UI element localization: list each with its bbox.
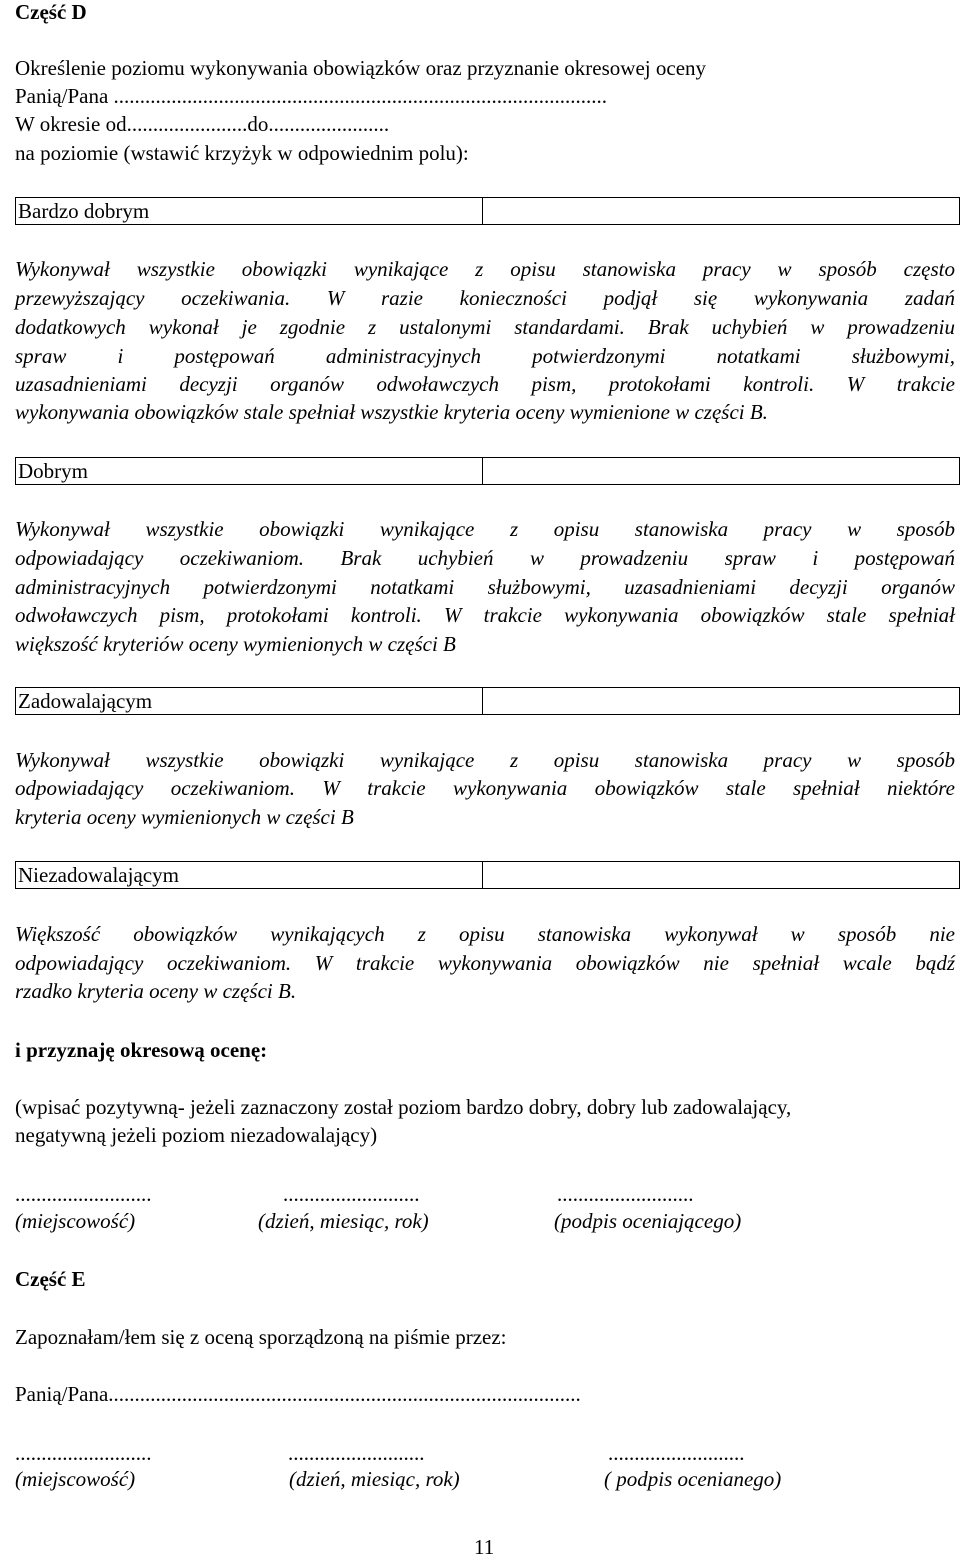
signature-sign-field[interactable]: ..........................: [608, 1441, 745, 1465]
level-label-good: Dobrym: [16, 458, 483, 484]
intro-line-1: Określenie poziomu wykonywania obowiązków oraz przyznanie okresowej oceny: [15, 56, 707, 80]
signature-sign-label: ( podpis ocenianego): [604, 1467, 782, 1491]
level-row-unsatisfactory: [15, 861, 960, 889]
level-desc-line: odpowiadający oczekiwaniom. W trakcie wykonywania obowiązków stale spełniał niektóre: [15, 776, 955, 800]
grant-heading: i przyznaję okresową ocenę:: [15, 1038, 268, 1062]
level-desc-line: administracyjnych potwierdzonymi notatkami służbowymi, uzasadnieniami decyzji organów: [15, 575, 955, 599]
intro-line-2: Panią/Pana ..............................................................................................: [15, 84, 608, 108]
level-desc-line: uzasadnieniami decyzji organów odwoławczych pism, protokołami kontroli. W trakcie: [15, 372, 955, 396]
level-label-very-good: Bardzo dobrym: [16, 198, 483, 224]
level-desc-line: większość kryteriów oceny wymienionych w części B: [15, 632, 456, 656]
section-e-name-field[interactable]: Panią/Pana..........................................................................................: [15, 1382, 581, 1406]
level-desc-line: Wykonywał wszystkie obowiązki wynikające z opisu stanowiska pracy w sposób: [15, 748, 955, 772]
level-desc-line: odpowiadający oczekiwaniom. W trakcie wykonywania obowiązków nie spełniał wcale bądź: [15, 951, 955, 975]
signature-date-label: (dzień, miesiąc, rok): [258, 1209, 429, 1233]
signature-place-label: (miejscowość): [15, 1467, 136, 1491]
level-checkbox-satisfactory[interactable]: [483, 688, 959, 714]
level-row-satisfactory: [15, 687, 960, 715]
level-desc-line: wykonywania obowiązków stale spełniał wszystkie kryteria oceny wymienione w części B.: [15, 400, 768, 424]
grant-note-line-2: negatywną jeżeli poziom niezadowalający): [15, 1123, 378, 1147]
level-desc-line: rzadko kryteria oceny w części B.: [15, 979, 297, 1003]
level-desc-line: Wykonywał wszystkie obowiązki wynikające z opisu stanowiska pracy w sposób często: [15, 257, 955, 281]
level-row-very-good: [15, 197, 960, 225]
level-label-satisfactory: Zadowalającym: [16, 688, 483, 714]
level-desc-line: przewyższający oczekiwania. W razie konieczności podjął się wykonywania zadań: [15, 286, 955, 310]
signature-date-label: (dzień, miesiąc, rok): [289, 1467, 460, 1491]
signature-place-field[interactable]: ..........................: [15, 1441, 152, 1465]
level-checkbox-good[interactable]: [483, 458, 959, 484]
level-desc-line: odpowiadający oczekiwaniom. Brak uchybień w prowadzeniu spraw i postępowań: [15, 546, 955, 570]
signature-sign-label: (podpis oceniającego): [554, 1209, 742, 1233]
level-desc-line: Wykonywał wszystkie obowiązki wynikające z opisu stanowiska pracy w sposób: [15, 517, 955, 541]
signature-place-label: (miejscowość): [15, 1209, 136, 1233]
signature-sign-field[interactable]: ..........................: [557, 1182, 694, 1206]
level-desc-line: kryteria oceny wymienionych w części B: [15, 805, 354, 829]
section-e-text: Zapoznałam/łem się z oceną sporządzoną na piśmie przez:: [15, 1325, 507, 1349]
level-desc-line: dodatkowych wykonał je zgodnie z ustalonymi standardami. Brak uchybień w prowadzeniu: [15, 315, 955, 339]
level-checkbox-unsatisfactory[interactable]: [483, 862, 959, 888]
section-e-title: Część E: [15, 1267, 86, 1291]
level-row-good: [15, 457, 960, 485]
level-checkbox-very-good[interactable]: [483, 198, 959, 224]
signature-date-field[interactable]: ..........................: [288, 1441, 425, 1465]
level-desc-line: Większość obowiązków wynikających z opisu stanowiska wykonywał w sposób nie: [15, 922, 955, 946]
section-d-title: Część D: [15, 0, 87, 24]
level-desc-line: spraw i postępowań administracyjnych potwierdzonymi notatkami służbowymi,: [15, 344, 955, 368]
intro-line-4: na poziomie (wstawić krzyżyk w odpowiednim polu):: [15, 141, 469, 165]
intro-line-3: W okresie od.......................do.......................: [15, 112, 390, 136]
page-number: 11: [474, 1535, 495, 1559]
level-desc-line: odwoławczych pism, protokołami kontroli. W trakcie wykonywania obowiązków stale spełniał: [15, 603, 955, 627]
level-label-unsatisfactory: Niezadowalającym: [16, 862, 483, 888]
signature-place-field[interactable]: ..........................: [15, 1182, 152, 1206]
signature-date-field[interactable]: ..........................: [283, 1182, 420, 1206]
grant-note-line-1: (wpisać pozytywną- jeżeli zaznaczony został poziom bardzo dobry, dobry lub zadowalający,: [15, 1095, 792, 1119]
